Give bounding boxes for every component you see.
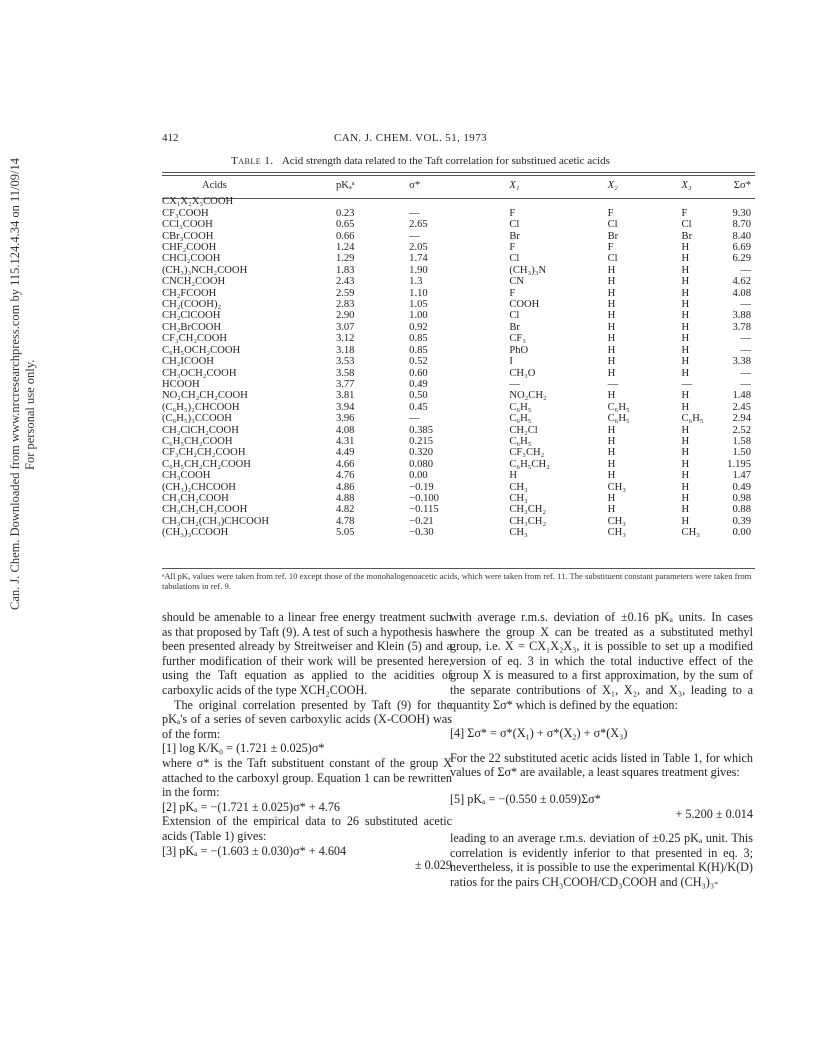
cell-sum-sigma: —	[740, 264, 751, 276]
cell-pka: 2.59	[335, 287, 355, 299]
cell-x1: C₆H₅CH₂	[509, 458, 550, 470]
table-row	[162, 379, 755, 390]
cell-pka: 4.86	[335, 481, 355, 493]
cell-x2: C₆H₅	[607, 413, 630, 425]
download-notice: Can. J. Chem. Downloaded from www.nrcresearchpress.com by 115.124.4.34 on 11/09/14	[8, 158, 22, 610]
equation-4: [4] Σσ* = σ*(X₁) + σ*(X₂) + σ*(X₃)	[450, 726, 628, 741]
cell-sum-sigma: 0.00	[732, 527, 751, 539]
cell-x2: H	[607, 458, 616, 470]
cell-sigma: −0.30	[409, 527, 434, 539]
cell-x1: CH₃O	[509, 367, 536, 379]
cell-x2: H	[607, 276, 616, 288]
table-row	[162, 402, 755, 413]
cell-x3: H	[681, 447, 690, 459]
cell-x1: CH₃	[509, 492, 528, 504]
equation-3: [3] pKₐ = −(1.603 ± 0.030)σ* + 4.604	[162, 843, 347, 858]
cell-sum-sigma: 2.94	[732, 413, 751, 425]
cell-sum-sigma: 2.45	[732, 401, 751, 413]
cell-sigma: 0.92	[409, 321, 428, 333]
cell-sum-sigma: 8.40	[732, 230, 751, 242]
cell-sigma: 0.215	[409, 435, 433, 447]
cell-sigma: −0.115	[409, 504, 439, 516]
table-row	[162, 504, 755, 515]
body-right-column	[450, 610, 753, 890]
table-row	[162, 368, 755, 379]
cell-pka: 1.24	[335, 242, 355, 254]
cell-x1: NO₂CH₂	[509, 390, 547, 402]
cell-x3: H	[681, 504, 690, 516]
cell-pka: 4.31	[335, 435, 355, 447]
cell-acid: CH₃OCH₂COOH	[162, 367, 237, 379]
cell-sum-sigma: 1.48	[732, 390, 751, 402]
cell-sigma: 0.85	[409, 344, 428, 356]
cell-x1: COOH	[509, 299, 540, 311]
cell-sigma: 0.85	[409, 333, 428, 345]
cell-x3: H	[681, 367, 690, 379]
cell-x3: H	[681, 390, 690, 402]
table-row	[162, 310, 755, 321]
cell-x2: H	[607, 333, 616, 345]
cell-x3: —	[681, 378, 693, 390]
cell-x2: F	[607, 242, 614, 254]
cell-sum-sigma: 4.08	[732, 287, 751, 299]
table-row	[162, 356, 755, 367]
cell-x3: H	[681, 287, 690, 299]
cell-sigma: −0.100	[409, 492, 439, 504]
cell-sigma: —	[409, 207, 420, 219]
cell-acid: C₆H₅OCH₂COOH	[162, 344, 241, 356]
cell-sum-sigma: 8.70	[732, 219, 751, 231]
cell-pka: 3.94	[335, 401, 355, 413]
cell-x2: H	[607, 492, 616, 504]
cell-x3: H	[681, 401, 690, 413]
cell-x1: Cl	[509, 219, 520, 231]
cell-x3: H	[681, 299, 690, 311]
cell-x3: H	[681, 276, 690, 288]
cell-acid: CH₃CH₂(CH₃)CHCOOH	[162, 515, 270, 527]
cell-sum-sigma: 9.30	[732, 207, 751, 219]
cell-x2: H	[607, 470, 616, 482]
cell-sigma: 1.90	[409, 264, 428, 276]
cell-pka: 4.82	[335, 504, 355, 516]
table-row	[162, 345, 755, 356]
cell-sigma: 0.45	[409, 401, 428, 413]
cell-x1: F	[509, 287, 516, 299]
cell-sigma: 0.49	[409, 378, 428, 390]
cell-sigma: 0.52	[409, 356, 428, 368]
cell-sum-sigma: 6.69	[732, 242, 751, 254]
equation-2: [2] pKₐ = −(1.721 ± 0.025)σ* + 4.76	[162, 799, 341, 814]
cell-acid: CF₃COOH	[162, 207, 209, 219]
cell-sigma: —	[409, 413, 420, 425]
cell-x2: H	[607, 310, 616, 322]
col-header-pka: pKₐᵃ	[335, 180, 355, 191]
cell-x2: F	[607, 207, 614, 219]
cell-sigma: 0.385	[409, 424, 433, 436]
table-row	[162, 265, 755, 276]
cell-sigma: 1.00	[409, 310, 428, 322]
table-row	[162, 333, 755, 344]
cell-sigma: 0.50	[409, 390, 428, 402]
cell-pka: 3.81	[335, 390, 355, 402]
cell-sigma: 0.00	[409, 470, 428, 482]
table-footnote: ᵃAll pKₐ values were taken from ref. 10 except those of the monohalogenoacetic acids, which were taken from ref. 11. The substituent constant parameters were taken from tabulations in ref. 9.	[162, 571, 752, 591]
cell-pka: 4.08	[335, 424, 355, 436]
cell-x2: CH₃	[607, 515, 627, 527]
cell-sigma: 2.65	[409, 219, 428, 231]
cell-x1: CH₃CH₂	[509, 515, 547, 527]
cell-acid: C₆H₅CH₂COOH	[162, 435, 233, 447]
cell-x2: CH₃	[607, 481, 627, 493]
cell-x3: H	[681, 470, 690, 482]
cell-sum-sigma: 0.49	[732, 481, 751, 493]
cell-sigma: 0.60	[409, 367, 428, 379]
cell-x1: —	[509, 378, 520, 390]
cell-x1: CF₃CH₂	[509, 447, 545, 459]
cell-pka: 3.12	[335, 333, 355, 345]
cell-x3: H	[681, 344, 690, 356]
cell-x2: H	[607, 435, 616, 447]
cell-x1: Cl	[509, 253, 520, 265]
cell-pka: 0.23	[335, 207, 355, 219]
cell-acid: CCl₃COOH	[162, 219, 213, 231]
cell-sum-sigma: —	[740, 367, 751, 379]
cell-acid: CH₂BrCOOH	[162, 321, 222, 333]
cell-x1: I	[509, 356, 513, 368]
cell-acid: CH₂FCOOH	[162, 287, 217, 299]
cell-x3: H	[681, 458, 690, 470]
cell-x1: CH₃	[509, 481, 528, 493]
cell-sum-sigma: 3.78	[732, 321, 751, 333]
cell-x2: CH₃	[607, 527, 627, 539]
cell-x1: (CH₃)₃N	[509, 264, 547, 276]
cell-acid: CH₂ICOOH	[162, 356, 214, 368]
cell-x3: H	[681, 321, 690, 333]
cell-acid: C₆H₅CH₂CH₂COOH	[162, 458, 251, 470]
cell-x3: H	[681, 356, 690, 368]
paragraph: where σ* is the Taft substituent constant of the group X attached to the carboxyl group. Equation 1 can be rewritten in the form:	[162, 755, 452, 800]
cell-sum-sigma: 0.98	[732, 492, 751, 504]
cell-acid: (C₆H₅)₂CHCOOH	[162, 401, 240, 413]
cell-sum-sigma: 1.50	[732, 447, 751, 459]
cell-sigma: 1.05	[409, 299, 428, 311]
cell-pka: 3.77	[335, 378, 355, 390]
table-label: Table 1.	[231, 155, 274, 167]
cell-sum-sigma: 3.38	[732, 356, 751, 368]
cell-sum-sigma: 1.58	[732, 435, 751, 447]
cell-x3: Cl	[681, 219, 692, 231]
paragraph: Extension of the empirical data to 26 substituted acetic acids (Table 1) gives:	[162, 814, 452, 843]
cell-x3: H	[681, 481, 690, 493]
table-row	[162, 208, 755, 219]
cell-x2: H	[607, 264, 616, 276]
cell-x3: H	[681, 333, 690, 345]
cell-pka: 3.18	[335, 344, 355, 356]
cell-sum-sigma: 1.47	[732, 470, 751, 482]
paragraph: The original correlation presented by Taft (9) for the pKₐ's of a series of seven carboxylic acids (X-COOH) was of the form:	[162, 697, 452, 741]
table-header-row	[162, 180, 755, 196]
cell-x2: —	[607, 378, 619, 390]
cell-acid: CH₂(COOH)₂	[162, 299, 222, 311]
table-top-rule-2	[162, 175, 755, 176]
cell-acid: CH₂ClCH₂COOH	[162, 424, 239, 436]
cell-x1: C₆H₅	[509, 401, 532, 413]
cell-x2: H	[607, 321, 616, 333]
cell-x3: H	[681, 515, 690, 527]
cell-x2: H	[607, 447, 616, 459]
cell-pka: 1.83	[335, 264, 355, 276]
cell-pka: 2.83	[335, 299, 355, 311]
cell-x1: H	[509, 470, 517, 482]
cell-pka: 3.58	[335, 367, 355, 379]
cell-x2: H	[607, 367, 616, 379]
equation-1: [1] log K/K₀ = (1.721 ± 0.025)σ*	[162, 741, 325, 756]
page-number: 412	[162, 132, 179, 144]
cell-sum-sigma: —	[740, 333, 751, 345]
cell-pka: 3.96	[335, 413, 355, 425]
cell-pka: 0.66	[335, 230, 355, 242]
cell-sum-sigma: 4.62	[732, 276, 751, 288]
cell-acid: (CH₃)₂CHCOOH	[162, 481, 236, 493]
table-row	[162, 322, 755, 333]
paragraph: should be amenable to a linear free energy treatment such as that proposed by Taft (9). A test of such a hypothesis has been presented already by Streitweiser and Klein (5) and a further modification of their work will be presented here, using the Taft equation as applied to the acidities of carboxylic acids of the type XCH₂COOH.	[162, 610, 452, 697]
table-row	[162, 288, 755, 299]
cell-x3: H	[681, 253, 690, 265]
cell-acid: CH₂ClCOOH	[162, 310, 221, 322]
cell-x3: H	[681, 492, 690, 504]
cell-sigma: 1.3	[409, 276, 423, 288]
paragraph: with average r.m.s. deviation of ±0.16 pKₐ units. In cases where the group X can be treated as a substituted methyl group, i.e. X = CX₁X₂X₃, it is possible to set up a modified version of eq. 3 in which the total inductive effect of the group X is measured to a first approximation, by the sum of the separate contributions of X₁, X₂, and X₃, leading to a quantity Σσ* which is defined by the equation:	[450, 610, 753, 712]
cell-sum-sigma: 0.39	[732, 515, 751, 527]
acid-strength-table	[162, 180, 755, 539]
personal-use-notice: For personal use only.	[23, 359, 37, 470]
table-row	[162, 231, 755, 242]
cell-sum-sigma: 2.52	[732, 424, 751, 436]
table-row	[162, 482, 755, 493]
table-row	[162, 219, 755, 230]
cell-x2: H	[607, 299, 616, 311]
cell-acid: (CH₃)₃NCH₂COOH	[162, 264, 248, 276]
table-row	[162, 425, 755, 436]
cell-x1: Br	[509, 230, 520, 242]
cell-sum-sigma: 1.195	[727, 458, 751, 470]
cell-sigma: 0.320	[409, 447, 433, 459]
cell-acid: (C₆H₅)₃CCOOH	[162, 413, 232, 425]
paragraph: For the 22 substituted acetic acids listed in Table 1, for which values of Σσ* are available, a least squares treatment gives:	[450, 750, 753, 780]
table-row	[162, 390, 755, 401]
cell-x1: CH₃	[509, 527, 528, 539]
cell-sum-sigma: —	[740, 299, 751, 311]
table-top-rule	[162, 172, 755, 173]
cell-acid: CHF₂COOH	[162, 242, 217, 254]
col-header-sigma: σ*	[409, 180, 421, 191]
cell-x1: Br	[509, 321, 520, 333]
cell-x3: C₆H₅	[681, 413, 704, 425]
cell-x2: H	[607, 504, 616, 516]
table-caption	[231, 155, 610, 167]
cell-sigma: 2.05	[409, 242, 428, 254]
cell-x3: H	[681, 310, 690, 322]
cell-x1: C₆H₅	[509, 413, 532, 425]
col-header-x2: X₂	[607, 180, 618, 191]
table-row	[162, 447, 755, 458]
cell-x1: C₆H₅	[509, 435, 532, 447]
download-watermark	[8, 158, 38, 830]
table-row	[162, 413, 755, 424]
cell-x3: H	[681, 264, 690, 276]
table-row	[162, 470, 755, 481]
cell-x1: CH₃CH₂	[509, 504, 547, 516]
cell-x3: H	[681, 424, 690, 436]
cell-sum-sigma: —	[740, 344, 751, 356]
cell-x2: H	[607, 344, 616, 356]
cell-pka: 3.53	[335, 356, 355, 368]
cell-pka: 0.65	[335, 219, 355, 231]
cell-sum-sigma: 3.88	[732, 310, 751, 322]
cell-acid: (CH₃)₃CCOOH	[162, 527, 229, 539]
cell-x2: H	[607, 287, 616, 299]
cell-pka: 4.49	[335, 447, 355, 459]
cell-acid: NO₂CH₂CH₂COOH	[162, 390, 248, 402]
table-row	[162, 527, 755, 538]
table-bottom-rule	[162, 568, 755, 569]
cell-x1: CF₃	[509, 333, 526, 345]
table-caption-text: Acid strength data related to the Taft correlation for substitued acetic acids	[281, 155, 610, 167]
table-row	[162, 299, 755, 310]
cell-x3: F	[681, 207, 688, 219]
cell-pka: 4.78	[335, 515, 355, 527]
cell-x1: CH₂Cl	[509, 424, 538, 436]
cell-acid: CH₃CH₂CH₂COOH	[162, 504, 248, 516]
table-row	[162, 253, 755, 264]
cell-x2: H	[607, 424, 616, 436]
table-row	[162, 276, 755, 287]
group-label: CX₁X₂X₃COOH	[162, 196, 234, 208]
cell-sum-sigma: 0.88	[732, 504, 751, 516]
table-row	[162, 516, 755, 527]
body-left-column	[162, 610, 452, 873]
cell-acid: CF₃CH₂COOH	[162, 333, 228, 345]
cell-pka: 4.66	[335, 458, 355, 470]
cell-pka: 5.05	[335, 527, 355, 539]
cell-sum-sigma: —	[740, 378, 751, 390]
cell-pka: 4.76	[335, 470, 355, 482]
cell-pka: 2.43	[335, 276, 355, 288]
cell-sigma: −0.21	[409, 515, 434, 527]
cell-acid: HCOOH	[162, 378, 200, 390]
cell-sum-sigma: 6.29	[732, 253, 751, 265]
cell-x3: H	[681, 242, 690, 254]
cell-x2: H	[607, 356, 616, 368]
cell-pka: 2.90	[335, 310, 355, 322]
equation-3-error: ± 0.029	[414, 858, 452, 873]
cell-sigma: —	[409, 230, 420, 242]
paragraph: leading to an average r.m.s. deviation of ±0.25 pKₐ unit. This correlation is evidently inferior to that presented in eq. 3; nevertheless, it is possible to use the experimental K(H)/K(D) ratios for the pairs CH₃COOH/CD₃COOH and (CH₃)₃-	[450, 831, 753, 889]
col-header-acids: Acids	[202, 180, 227, 191]
running-head: CAN. J. CHEM. VOL. 51, 1973	[334, 132, 487, 144]
cell-x2: C₆H₅	[607, 401, 630, 413]
cell-x1: CN	[509, 276, 525, 288]
cell-pka: 4.88	[335, 492, 355, 504]
cell-pka: 1.29	[335, 253, 355, 265]
cell-x2: Cl	[607, 219, 618, 231]
col-header-x1: X₁	[509, 180, 520, 191]
table-row	[162, 459, 755, 470]
cell-acid: CH₃CH₂COOH	[162, 492, 229, 504]
cell-acid: CHCl₂COOH	[162, 253, 221, 265]
equation-5-constant: + 5.200 ± 0.014	[675, 806, 753, 821]
table-row	[162, 436, 755, 447]
cell-x2: Br	[607, 230, 619, 242]
cell-pka: 3.07	[335, 321, 355, 333]
cell-x2: Cl	[607, 253, 618, 265]
cell-x3: H	[681, 435, 690, 447]
cell-sigma: −0.19	[409, 481, 434, 493]
cell-acid: CF₃CH₂CH₂COOH	[162, 447, 246, 459]
cell-x3: Br	[681, 230, 693, 242]
col-header-x3: X₃	[681, 180, 692, 191]
table-group-row	[162, 196, 755, 207]
cell-sigma: 1.74	[409, 253, 428, 265]
cell-x1: PhO	[509, 344, 529, 356]
col-header-sum-sigma: Σσ*	[733, 180, 751, 191]
cell-sigma: 0.080	[409, 458, 433, 470]
cell-sigma: 1.10	[409, 287, 428, 299]
table-row	[162, 493, 755, 504]
equation-5: [5] pKₐ = −(0.550 ± 0.059)Σσ*	[450, 791, 601, 806]
cell-acid: CH₃COOH	[162, 470, 211, 482]
table-row	[162, 242, 755, 253]
cell-x1: Cl	[509, 310, 520, 322]
cell-x1: F	[509, 207, 516, 219]
cell-x3: CH₃	[681, 527, 700, 539]
cell-x1: F	[509, 242, 516, 254]
cell-x2: H	[607, 390, 616, 402]
cell-acid: CNCH₂COOH	[162, 276, 226, 288]
cell-acid: CBr₃COOH	[162, 230, 214, 242]
